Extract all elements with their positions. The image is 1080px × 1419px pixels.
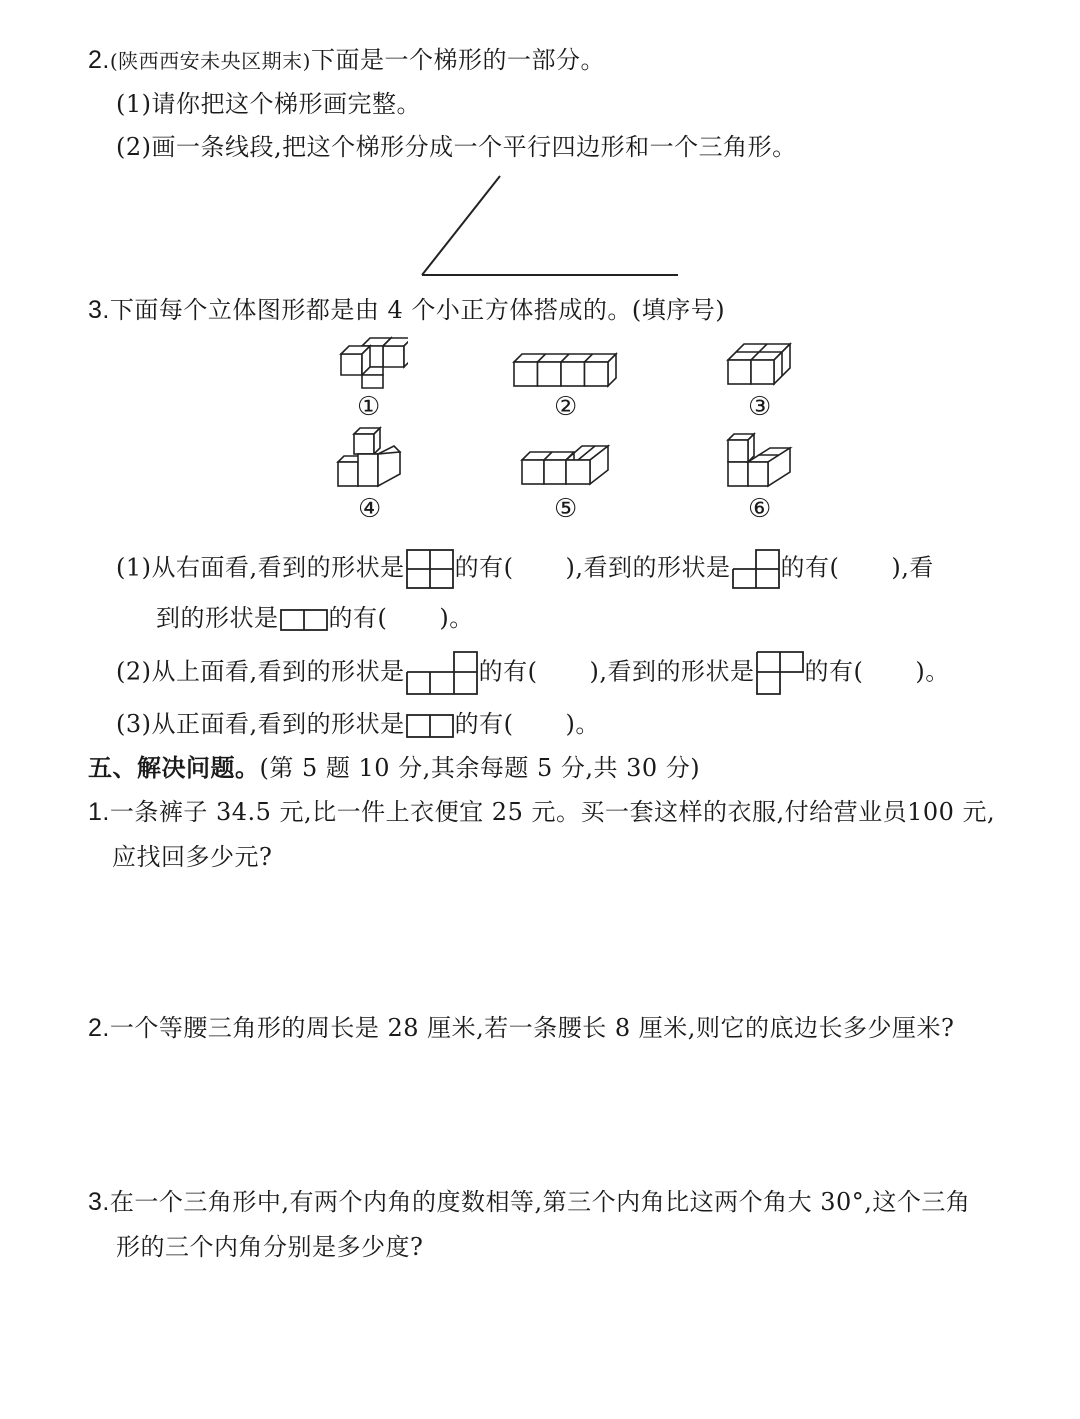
solid-figure-6 bbox=[724, 430, 796, 492]
shape-view-1x2-icon bbox=[279, 607, 329, 633]
problem2-text: 一个等腰三角形的周长是 28 厘米,若一条腰长 8 厘米,则它的底边长多少厘米? bbox=[109, 1014, 955, 1042]
solid-figure-1 bbox=[332, 336, 408, 390]
q3-sub3-line bbox=[116, 708, 600, 742]
figure-label-2: ② bbox=[554, 392, 578, 422]
q3-text: 下面每个立体图形都是由 4 个小正方体搭成的。(填序号) bbox=[109, 296, 726, 324]
problem1-text1: 一条裤子 34.5 元,比一件上衣便宜 25 元。买一套这样的衣服,付给营业员100 元, bbox=[109, 798, 996, 826]
q3-sub3-c: )。 bbox=[565, 710, 600, 738]
problem1-line2: 应找回多少元? bbox=[112, 843, 273, 871]
problem3-number: 3. bbox=[88, 1188, 110, 1216]
q2-sub1: (1)请你把这个梯形画完整。 bbox=[116, 90, 421, 118]
figure-label-4: ④ bbox=[358, 494, 382, 524]
q3-sub1-f: 到的形状是 bbox=[156, 604, 279, 632]
solid-figure-5 bbox=[518, 444, 614, 490]
solid-figure-3 bbox=[724, 342, 796, 390]
q3-heading bbox=[88, 294, 725, 326]
q3-sub1-line1 bbox=[116, 548, 934, 588]
q3-sub1-a: (1)从右面看,看到的形状是 bbox=[116, 553, 405, 582]
q3-sub2-b: 的有( bbox=[478, 657, 538, 686]
q3-sub2-line bbox=[116, 650, 950, 694]
q3-sub2-a: (2)从上面看,看到的形状是 bbox=[116, 657, 405, 686]
shape-view-1x2-front-icon bbox=[405, 712, 455, 740]
figure-label-3: ③ bbox=[748, 392, 772, 422]
q3-sub1-g: 的有( bbox=[328, 604, 388, 632]
shape-view-2x2-icon bbox=[405, 548, 455, 590]
shape-view-l-tall-icon bbox=[731, 548, 781, 590]
problem3-line1 bbox=[88, 1186, 970, 1218]
q3-sub1-d: 的有( bbox=[780, 553, 840, 582]
q3-sub2-c: ),看到的形状是 bbox=[589, 657, 755, 686]
figure-label-1: ① bbox=[357, 392, 381, 422]
q3-number: 3. bbox=[88, 296, 110, 324]
q2-heading bbox=[88, 44, 605, 77]
section5-heading bbox=[88, 752, 700, 784]
problem1-number: 1. bbox=[88, 798, 110, 826]
problem2-number: 2. bbox=[88, 1014, 110, 1042]
q3-sub1-e: ),看 bbox=[891, 553, 934, 582]
q2-text: 下面是一个梯形的一部分。 bbox=[310, 46, 605, 74]
q3-sub1-h: )。 bbox=[439, 604, 474, 632]
q2-source: (陕西西安未央区期末) bbox=[109, 49, 311, 73]
figure-label-6: ⑥ bbox=[748, 494, 772, 524]
problem3-line2: 形的三个内角分别是多少度? bbox=[116, 1233, 424, 1261]
trapezoid-partial-figure bbox=[410, 170, 690, 285]
q3-sub3-b: 的有( bbox=[454, 710, 514, 738]
section5-title: 五、解决问题。 bbox=[88, 754, 260, 782]
q3-sub1-b: 的有( bbox=[454, 553, 514, 582]
problem2-line bbox=[88, 1012, 954, 1044]
q2-sub2: (2)画一条线段,把这个梯形分成一个平行四边形和一个三角形。 bbox=[116, 133, 797, 161]
q3-sub1-c: ),看到的形状是 bbox=[565, 553, 731, 582]
figure-label-5: ⑤ bbox=[554, 494, 578, 524]
q3-sub3-a: (3)从正面看,看到的形状是 bbox=[116, 710, 405, 738]
q3-sub1-line2 bbox=[156, 602, 474, 636]
shape-view-l-left-icon bbox=[755, 650, 805, 696]
q3-sub2-d: 的有( bbox=[804, 657, 864, 686]
solid-figure-2 bbox=[510, 350, 620, 390]
section5-note: (第 5 题 10 分,其余每题 5 分,共 30 分) bbox=[259, 754, 701, 782]
problem3-text1: 在一个三角形中,有两个内角的度数相等,第三个内角比这两个角大 30°,这个三角 bbox=[109, 1188, 971, 1216]
solid-figure-4 bbox=[334, 424, 406, 490]
q3-sub2-e: )。 bbox=[915, 657, 950, 686]
q2-number: 2. bbox=[88, 46, 110, 74]
problem1-line1 bbox=[88, 796, 995, 828]
trapezoid-slanted-side bbox=[422, 176, 500, 275]
shape-view-l-wide-icon bbox=[405, 650, 479, 696]
